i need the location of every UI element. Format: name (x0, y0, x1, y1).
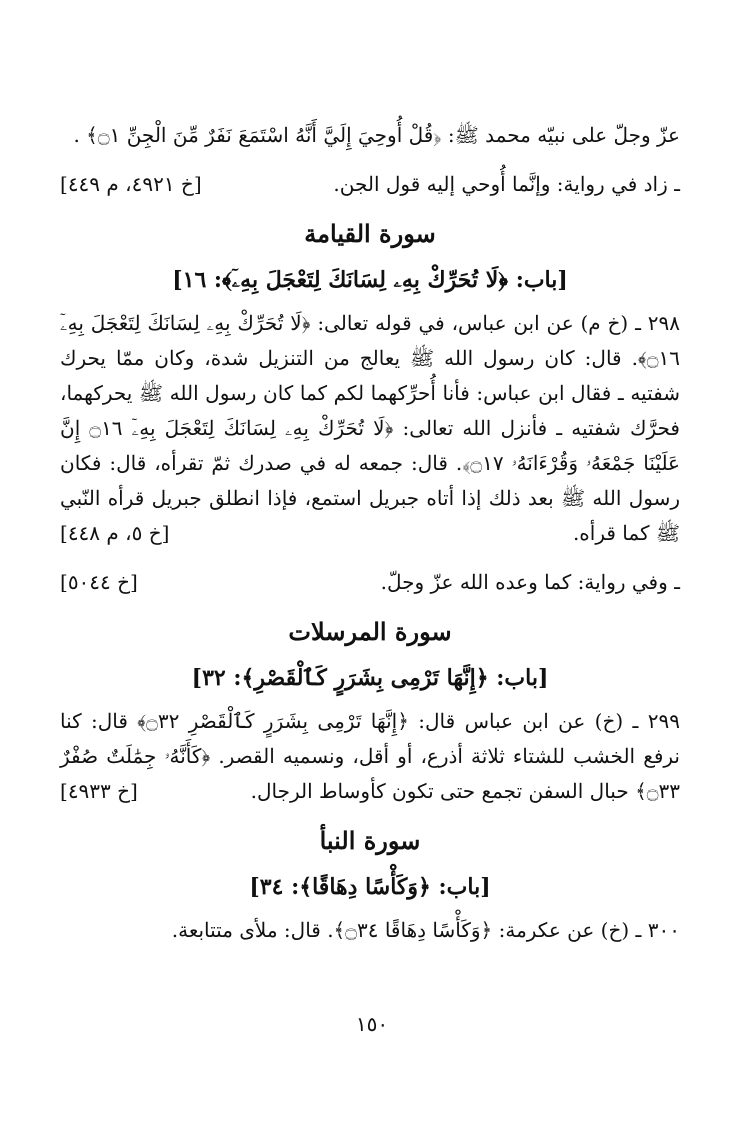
variant-narration (60, 167, 680, 202)
variant-text: ـ وفي رواية: كما وعده الله عزّ وجلّ. (380, 570, 680, 594)
continuation-line: عزّ وجلّ على نبيّه محمد ﷺ: ﴿قُلْ أُوحِيَ إِلَيَّ أَنَّهُ اسْتَمَعَ نَفَرٌ مِّنَ الْجِنِّ ۝١﴾ . (73, 123, 680, 147)
source-reference: [خ ٥٠٤٤] (60, 570, 138, 594)
hadith-text: ٢٩٩ ـ (خ) عن ابن عباس قال: ﴿إِنَّهَا تَرْمِى بِشَرَرٍ كَٱلْقَصْرِ ۝٣٢﴾ قال: كنا نرفع الخشب للشتاء ثلاثة أذرع، أو أقل، ونسميه القصر. ﴿كَأَنَّهُۥ جِمَٰلَتٌ صُفْرٌ ۝٣٣﴾ حبال السفن تجمع حتى تكون كأوساط الرجال. (60, 709, 680, 803)
chapter-heading: [باب: ﴿لَا تُحَرِّكْ بِهِۦ لِسَانَكَ لِتَعْجَلَ بِهِۦٓ﴾: ١٦] (172, 267, 568, 293)
variant-narration (60, 565, 680, 600)
chapter-heading: [باب: ﴿وَكَأْسًا دِهَاقًا﴾: ٣٤] (249, 874, 491, 900)
variant-text: ـ زاد في رواية: وإنَّما أُوحي إليه قول الجن. (333, 172, 680, 196)
surah-heading-mursalat: سورة المرسلات (288, 617, 452, 646)
page-body (60, 118, 680, 948)
hadith-299 (60, 704, 680, 809)
source-reference: [خ ٤٩٢١، م ٤٤٩] (60, 172, 202, 196)
surah-heading-qiyamah: سورة القيامة (304, 219, 436, 248)
hadith-298 (60, 306, 680, 551)
chapter-heading: [باب: ﴿إِنَّهَا تَرْمِى بِشَرَرٍ كَٱلْقَصْرِ﴾: ٣٢] (191, 665, 549, 691)
source-reference: [خ ٥، م ٤٤٨] (60, 521, 170, 545)
source-reference: [خ ٤٩٣٣] (60, 779, 138, 803)
surah-heading-naba: سورة النبأ (319, 826, 421, 855)
page-number: ١٥٠ (355, 1012, 389, 1036)
hadith-300: ٣٠٠ ـ (خ) عن عكرمة: ﴿وَكَأْسًا دِهَاقًا ۝٣٤﴾. قال: ملأى متتابعة. (171, 918, 680, 942)
hadith-text: ٢٩٨ ـ (خ م) عن ابن عباس، في قوله تعالى: ﴿لَا تُحَرِّكْ بِهِۦ لِسَانَكَ لِتَعْجَلَ بِهِۦٓ ۝١٦﴾. قال: كان رسول الله ﷺ يعالج من التنزيل شدة، وكان ممّا يحرك شفتيه ـ فقال ابن عباس: فأنا أُحرِّكهما لكم كما كان رسول الله ﷺ يحركهما، فحرَّك شفتيه ـ فأنزل الله تعالى: ﴿لَا تُحَرِّكْ بِهِۦ لِسَانَكَ لِتَعْجَلَ بِهِۦٓ ۝١٦ إِنَّ عَلَيْنَا جَمْعَهُۥ وَقُرْءَانَهُۥ ۝١٧﴾. قال: جمعه له في صدرك ثمّ تقرأه، قال: فكان رسول الله ﷺ بعد ذلك إذا أتاه جبريل استمع، فإذا انطلق جبريل قرأه النّبي ﷺ كما قرأه. (60, 311, 680, 545)
